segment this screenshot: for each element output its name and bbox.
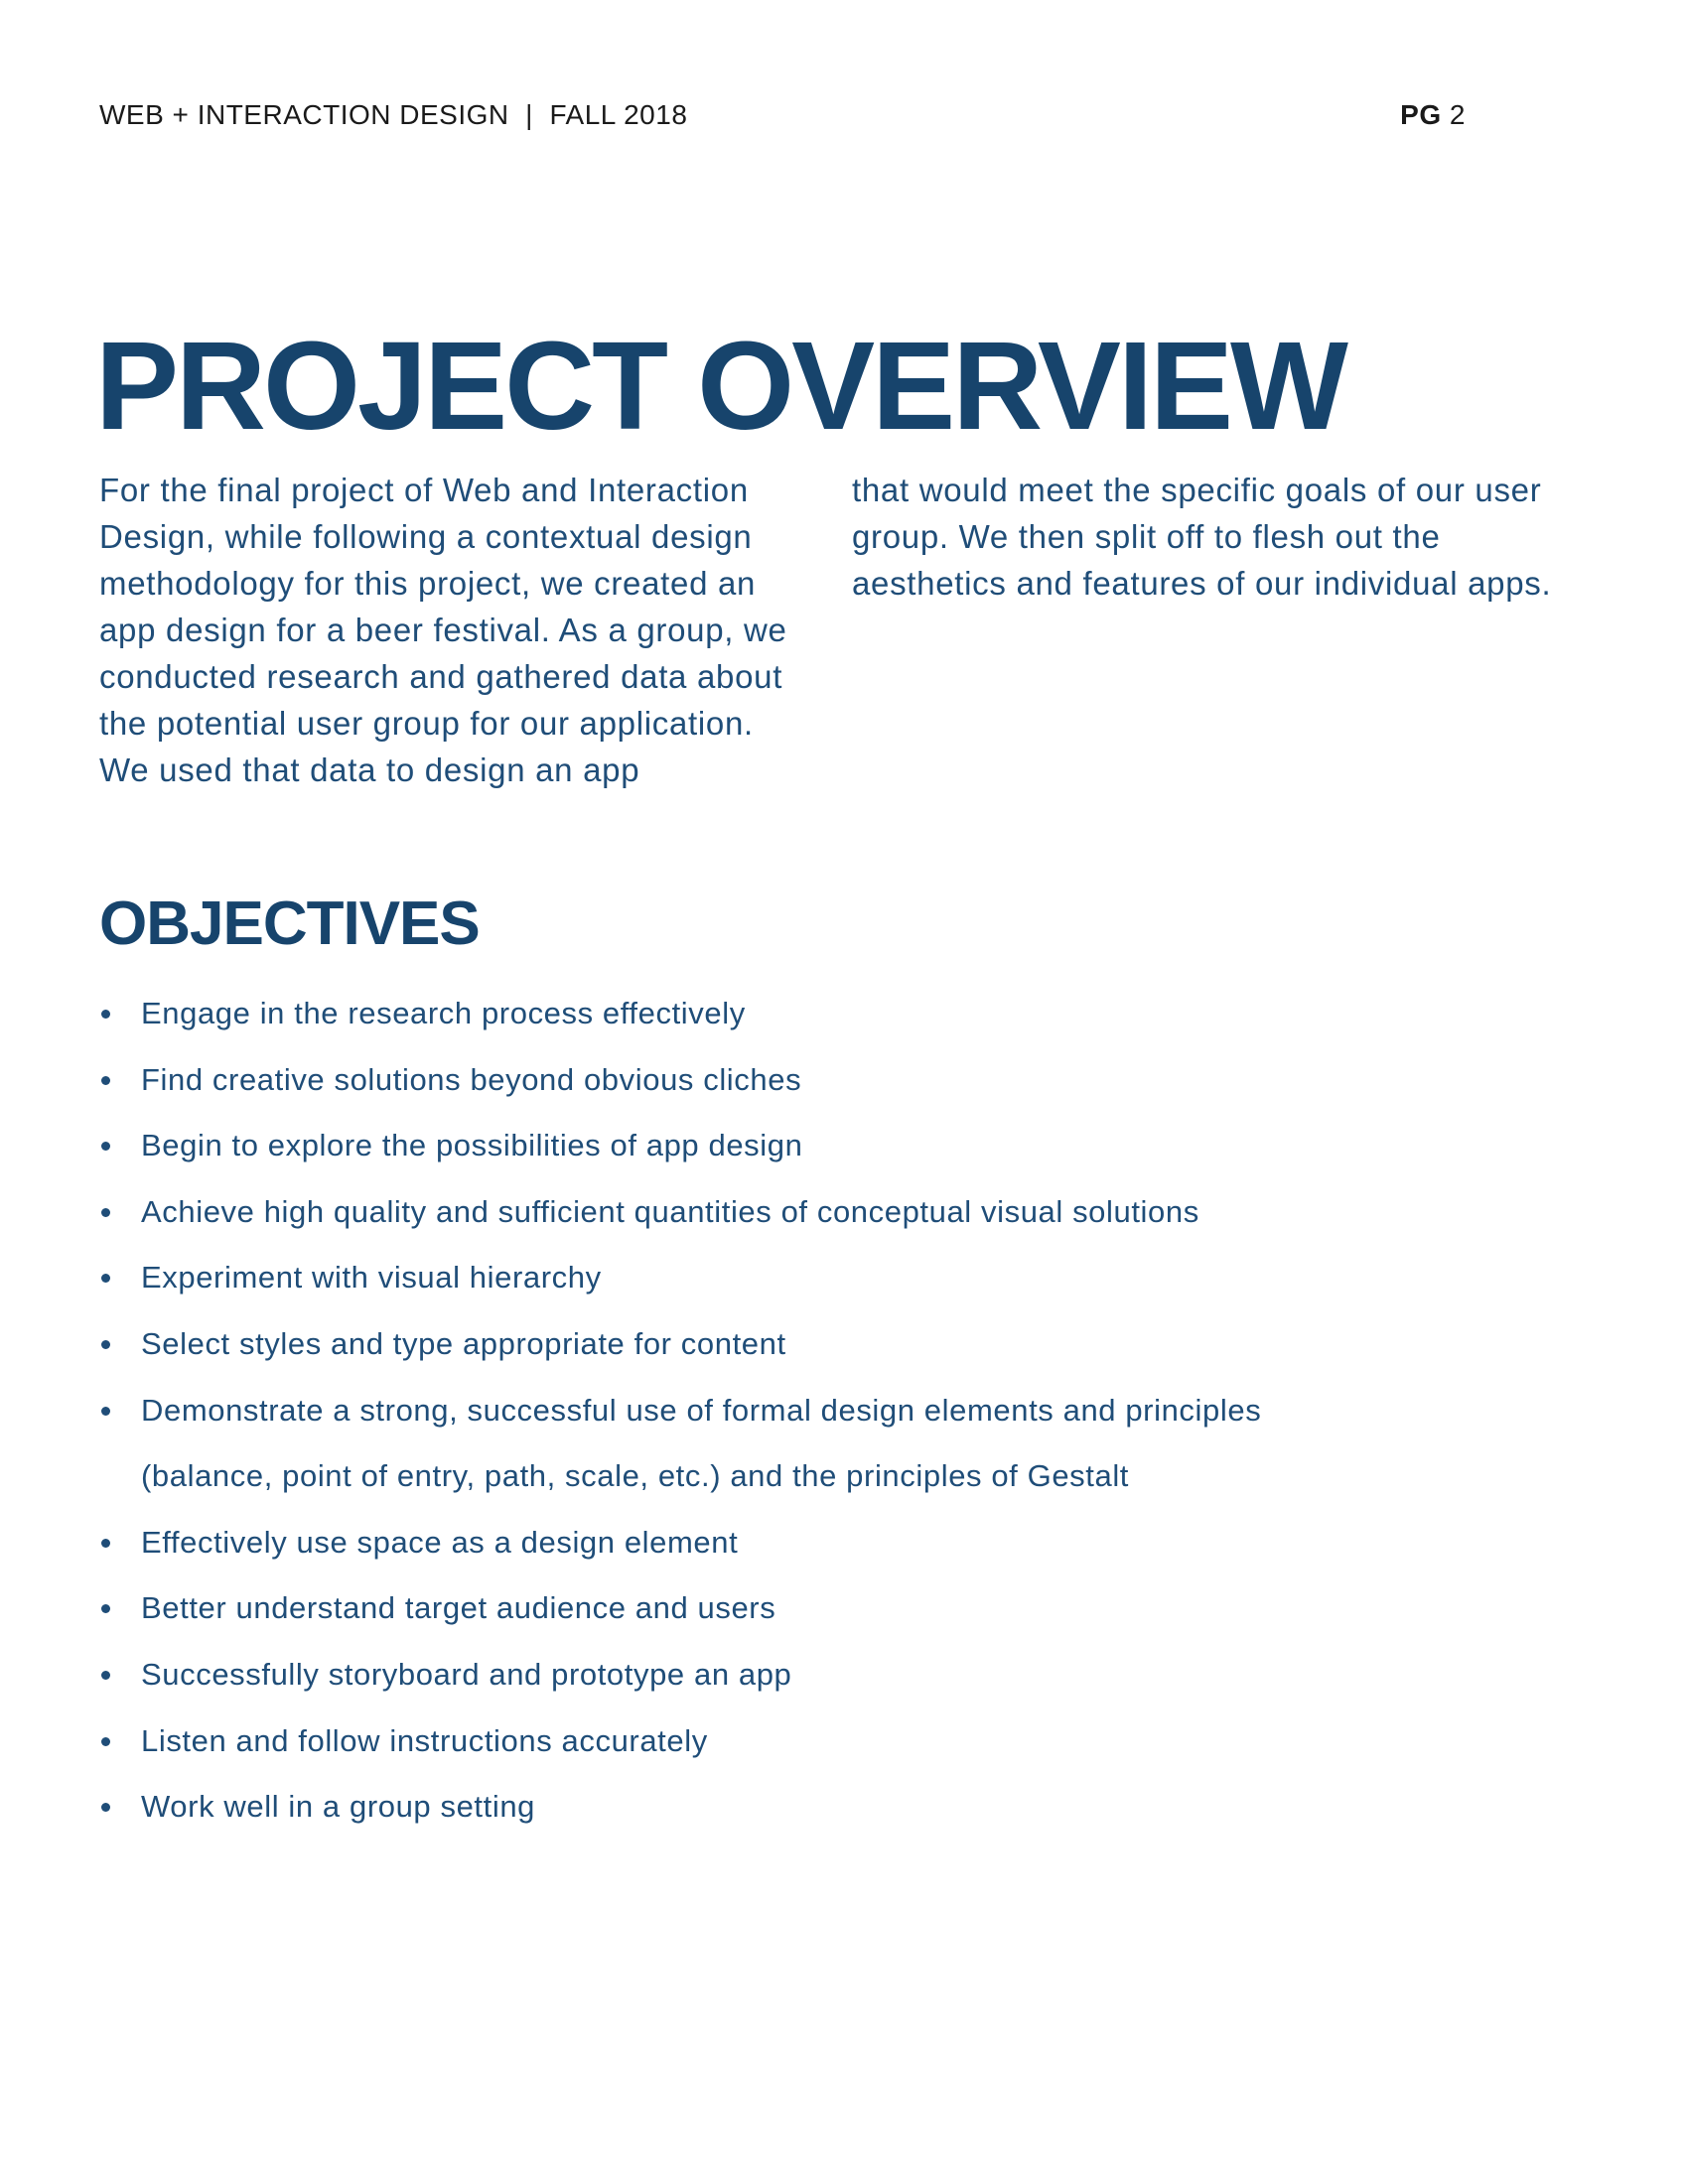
list-item: Achieve high quality and sufficient quantities of conceptual visual solutions <box>99 1179 1489 1246</box>
bullet-icon <box>101 1076 110 1085</box>
list-item: Find creative solutions beyond obvious cliches <box>99 1047 1489 1114</box>
page-header <box>99 99 1466 139</box>
bullet-icon <box>101 1340 110 1349</box>
bullet-icon <box>101 1604 110 1613</box>
bullet-icon <box>101 1010 110 1019</box>
list-item: Engage in the research process effectively <box>99 981 1489 1047</box>
objectives-list <box>99 981 1489 1841</box>
list-item: Work well in a group setting <box>99 1774 1489 1841</box>
course-label: WEB + INTERACTION DESIGN | FALL 2018 <box>99 99 688 130</box>
bullet-icon <box>101 1737 110 1746</box>
list-item: Better understand target audience and users <box>99 1575 1489 1642</box>
bullet-icon <box>101 1803 110 1812</box>
list-item: Select styles and type appropriate for content <box>99 1311 1489 1378</box>
bullet-icon <box>101 1671 110 1680</box>
bullet-icon <box>101 1274 110 1283</box>
overview-text <box>99 467 1559 793</box>
list-item: Effectively use space as a design element <box>99 1510 1489 1576</box>
overview-column-2: that would meet the specific goals of our user group. We then split off to flesh out the aesthetics and features of our individual apps. <box>852 472 1552 602</box>
bullet-icon <box>101 1142 110 1151</box>
page-number-label <box>1400 99 1466 131</box>
list-item: Listen and follow instructions accurately <box>99 1708 1489 1775</box>
list-item: Begin to explore the possibilities of app design <box>99 1113 1489 1179</box>
bullet-icon <box>101 1208 110 1217</box>
list-item: Demonstrate a strong, successful use of formal design elements and principles (balance, point of entry, path, scale, etc.) and the principles of Gestalt <box>99 1378 1382 1510</box>
page-number: 2 <box>1449 99 1466 130</box>
list-item: Successfully storyboard and prototype an app <box>99 1642 1489 1708</box>
list-item: Experiment with visual hierarchy <box>99 1245 1489 1311</box>
page-title: PROJECT OVERVIEW <box>95 316 1345 456</box>
bullet-icon <box>101 1407 110 1416</box>
bullet-icon <box>101 1539 110 1548</box>
objectives-heading: OBJECTIVES <box>99 889 480 958</box>
page-prefix: PG <box>1400 99 1442 130</box>
overview-column-1: For the final project of Web and Interaction Design, while following a contextual design methodology for this project, we created an app design for a beer festival. As a group, we conducted research and gathered data about the potential user group for our application. We used that data to design an app <box>99 472 787 788</box>
